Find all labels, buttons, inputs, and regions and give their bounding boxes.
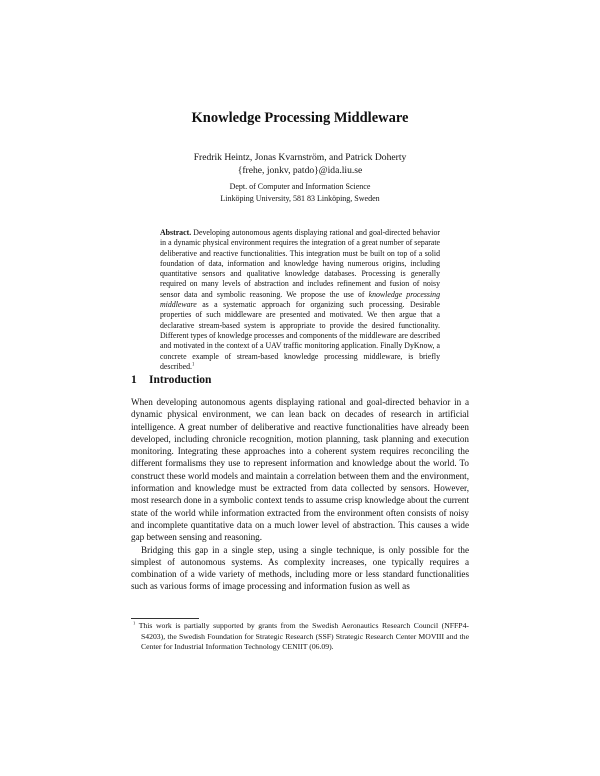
abstract-label: Abstract.	[160, 228, 192, 237]
affiliation-block	[0, 181, 600, 205]
section-heading	[131, 374, 211, 386]
abstract	[160, 228, 440, 372]
footnote	[131, 621, 469, 653]
body-paragraph-1: When developing autonomous agents displaying rational and goal-directed behavior in a dynamic physical environment, we can lean back on decades of research in artificial intelligence. A great number of deliberative and reactive functionalities have already been developed, including chronicle recognition, motion planning, task planning and execution monitoring. Integrating these approaches into a coherent system requires reconciling the different formalisms they use to represent information and knowledge about the world. To construct these world models and maintain a correlation between them and the environment, information and knowledge must be extracted from data collected by sensors. However, most research done in a symbolic context tends to assume crisp knowledge about the current state of the world while information extracted from the environment often consists of noisy and incomplete quantitative data on a much lower level of abstraction. This causes a wide gap between sensing and reasoning.	[131, 397, 469, 543]
section-number: 1	[131, 374, 137, 386]
body-text	[131, 396, 469, 593]
footnote-text: This work is partially supported by grants from the Swedish Aeronautics Research Council (NFFP4-S4203), the Swedish Foundation for Strategic Research (SSF) Strategic Research Center MOVIII and the Center for Industrial Information Technology CENIIT (06.09).	[138, 621, 469, 651]
footnote-body	[131, 621, 469, 653]
affiliation-university: Linköping University, 581 83 Linköping, Sweden	[220, 194, 380, 203]
paper-title: Knowledge Processing Middleware	[191, 110, 409, 126]
abstract-text-part1: Developing autonomous agents displaying rational and goal-directed behavior in a dynamic physical environment requires the integration of a great number of separate deliberative and reactive functionalities. This integration must be built on top of a solid foundation of data, information and knowledge having numerous origins, including quantitative sensors and qualitative knowledge databases. Processing is generally required on many levels of abstraction and includes refinement and fusion of noisy sensor data and symbolic reasoning. We propose the use of	[160, 228, 440, 299]
footnote-rule	[131, 618, 199, 619]
author-emails: {frehe, jonkv, patdo}@ida.liu.se	[237, 165, 363, 176]
abstract-footnote-mark: 1	[192, 362, 195, 368]
abstract-emphasis: knowledge processing middleware	[160, 289, 440, 310]
author-block	[0, 151, 600, 177]
footnote-mark: 1	[133, 620, 136, 626]
section-title: Introduction	[149, 374, 212, 386]
body-paragraph-2: Bridging this gap in a single step, using a single technique, is only possible for the simplest of autonomous systems. As complexity increases, one typically requires a combination of a wide variety of methods, including more or less standard functionalities such as various forms of image processing and information fusion as well as	[131, 544, 469, 592]
author-names: Fredrik Heintz, Jonas Kvarnström, and Patrick Doherty	[193, 152, 407, 163]
abstract-text-part2: as a systematic approach for organizing such processing. Desirable properties of such middleware are presented and motivated. We then argue that a declarative stream-based system is appropriate to provide the desired functionality. Different types of knowledge processes and components of the middleware are described and motivated in the context of a UAV traffic monitoring application. Finally DyKnow, a concrete example of stream-based knowledge processing middleware, is briefly described.	[160, 300, 440, 371]
affiliation-department: Dept. of Computer and Information Science	[229, 182, 371, 191]
